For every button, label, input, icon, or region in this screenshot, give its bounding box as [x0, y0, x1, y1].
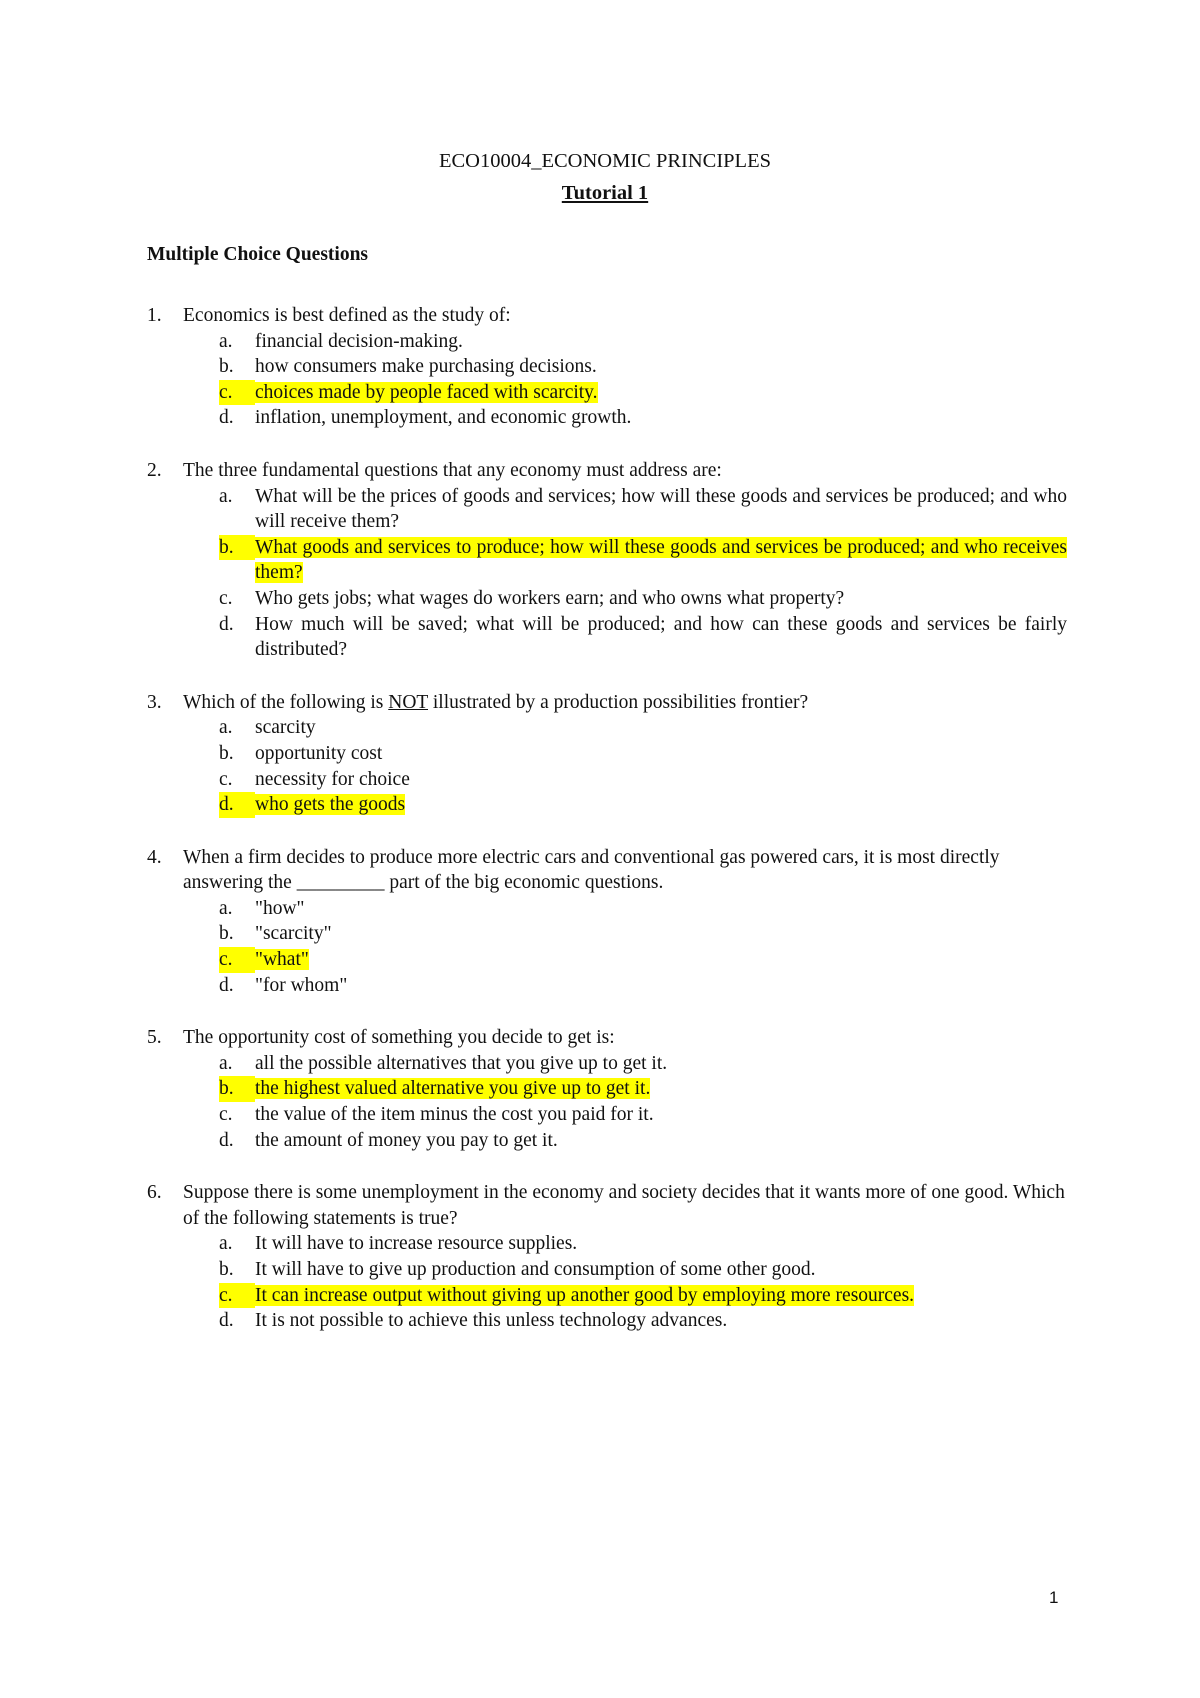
option-c-highlighted: c. choices made by people faced with scarcity.	[219, 380, 1067, 406]
option-a: a. all the possible alternatives that you give up to get it.	[219, 1052, 668, 1074]
option-d: d. How much will be saved; what will be produced; and how can these goods and services be fairly distributed?	[219, 613, 1067, 661]
option-list	[219, 1231, 1067, 1333]
question-2	[147, 458, 1067, 663]
question-number: 3.	[147, 691, 162, 713]
option-c-highlighted: c. It can increase output without giving up another good by employing more resources.	[219, 1283, 1067, 1309]
option-c: c. necessity for choice	[219, 768, 410, 790]
question-text: Economics is best defined as the study of:	[183, 305, 511, 326]
option-list	[219, 484, 1067, 663]
option-d: d. It is not possible to achieve this unless technology advances.	[219, 1310, 728, 1332]
section-heading: Multiple Choice Questions	[147, 244, 369, 265]
option-c: c. the value of the item minus the cost you paid for it.	[219, 1104, 654, 1126]
option-a: a. What will be the prices of goods and services; how will these goods and services be produced; and who will receive them?	[219, 485, 1067, 533]
tutorial-title	[0, 180, 1200, 206]
question-text: Which of the following is NOT illustrated by a production possibilities frontier?	[183, 691, 809, 713]
option-d: d. the amount of money you pay to get it.	[219, 1129, 558, 1151]
option-c: c. Who gets jobs; what wages do workers earn; and who owns what property?	[219, 587, 845, 609]
question-number: 4.	[147, 846, 162, 868]
option-b-highlighted: b. What goods and services to produce; how will these goods and services be produced; and who receives them?	[219, 536, 1067, 584]
option-list	[219, 715, 1067, 817]
underlined-word: NOT	[388, 691, 428, 713]
option-d: d. inflation, unemployment, and economic growth.	[219, 407, 632, 429]
option-b-highlighted: b. the highest valued alternative you give up to get it.	[219, 1076, 1067, 1102]
question-list	[147, 303, 1067, 1361]
option-c-highlighted: c. "what"	[219, 947, 1067, 973]
question-number: 2.	[147, 459, 162, 481]
question-text: The opportunity cost of something you decide to get is:	[183, 1027, 615, 1049]
question-text: When a firm decides to produce more electric cars and conventional gas powered cars, it is most directly answering the _________ part of the big economic questions.	[183, 846, 1000, 894]
option-b: b. "scarcity"	[219, 923, 332, 945]
option-d-highlighted: d. who gets the goods	[219, 792, 1067, 818]
question-6	[147, 1180, 1067, 1334]
option-list	[219, 1051, 1067, 1153]
question-number: 5.	[147, 1027, 162, 1049]
option-b: b. opportunity cost	[219, 742, 383, 764]
tutorial-title-text: Tutorial 1	[561, 182, 649, 204]
question-4	[147, 845, 1067, 999]
option-d: d. "for whom"	[219, 974, 348, 996]
question-3	[147, 690, 1067, 818]
option-a: a. "how"	[219, 897, 305, 919]
question-number: 1.	[147, 305, 162, 326]
question-text: The three fundamental questions that any economy must address are:	[183, 459, 722, 481]
page-number: 1	[1049, 1588, 1059, 1607]
option-b: b. how consumers make purchasing decisions.	[219, 356, 597, 378]
option-list	[219, 329, 1067, 431]
option-a: a. financial decision-making.	[219, 330, 463, 352]
question-5	[147, 1025, 1067, 1153]
question-text: Suppose there is some unemployment in the economy and society decides that it wants more of one good. Which of the following statements is true?	[183, 1182, 1065, 1229]
course-title: ECO10004_ECONOMIC PRINCIPLES	[438, 150, 771, 172]
option-b: b. It will have to give up production and consumption of some other good.	[219, 1259, 816, 1280]
question-number: 6.	[147, 1182, 162, 1204]
option-list	[219, 896, 1067, 998]
question-1	[147, 303, 1067, 431]
option-a: a. It will have to increase resource supplies.	[219, 1233, 578, 1255]
option-a: a. scarcity	[219, 717, 316, 739]
